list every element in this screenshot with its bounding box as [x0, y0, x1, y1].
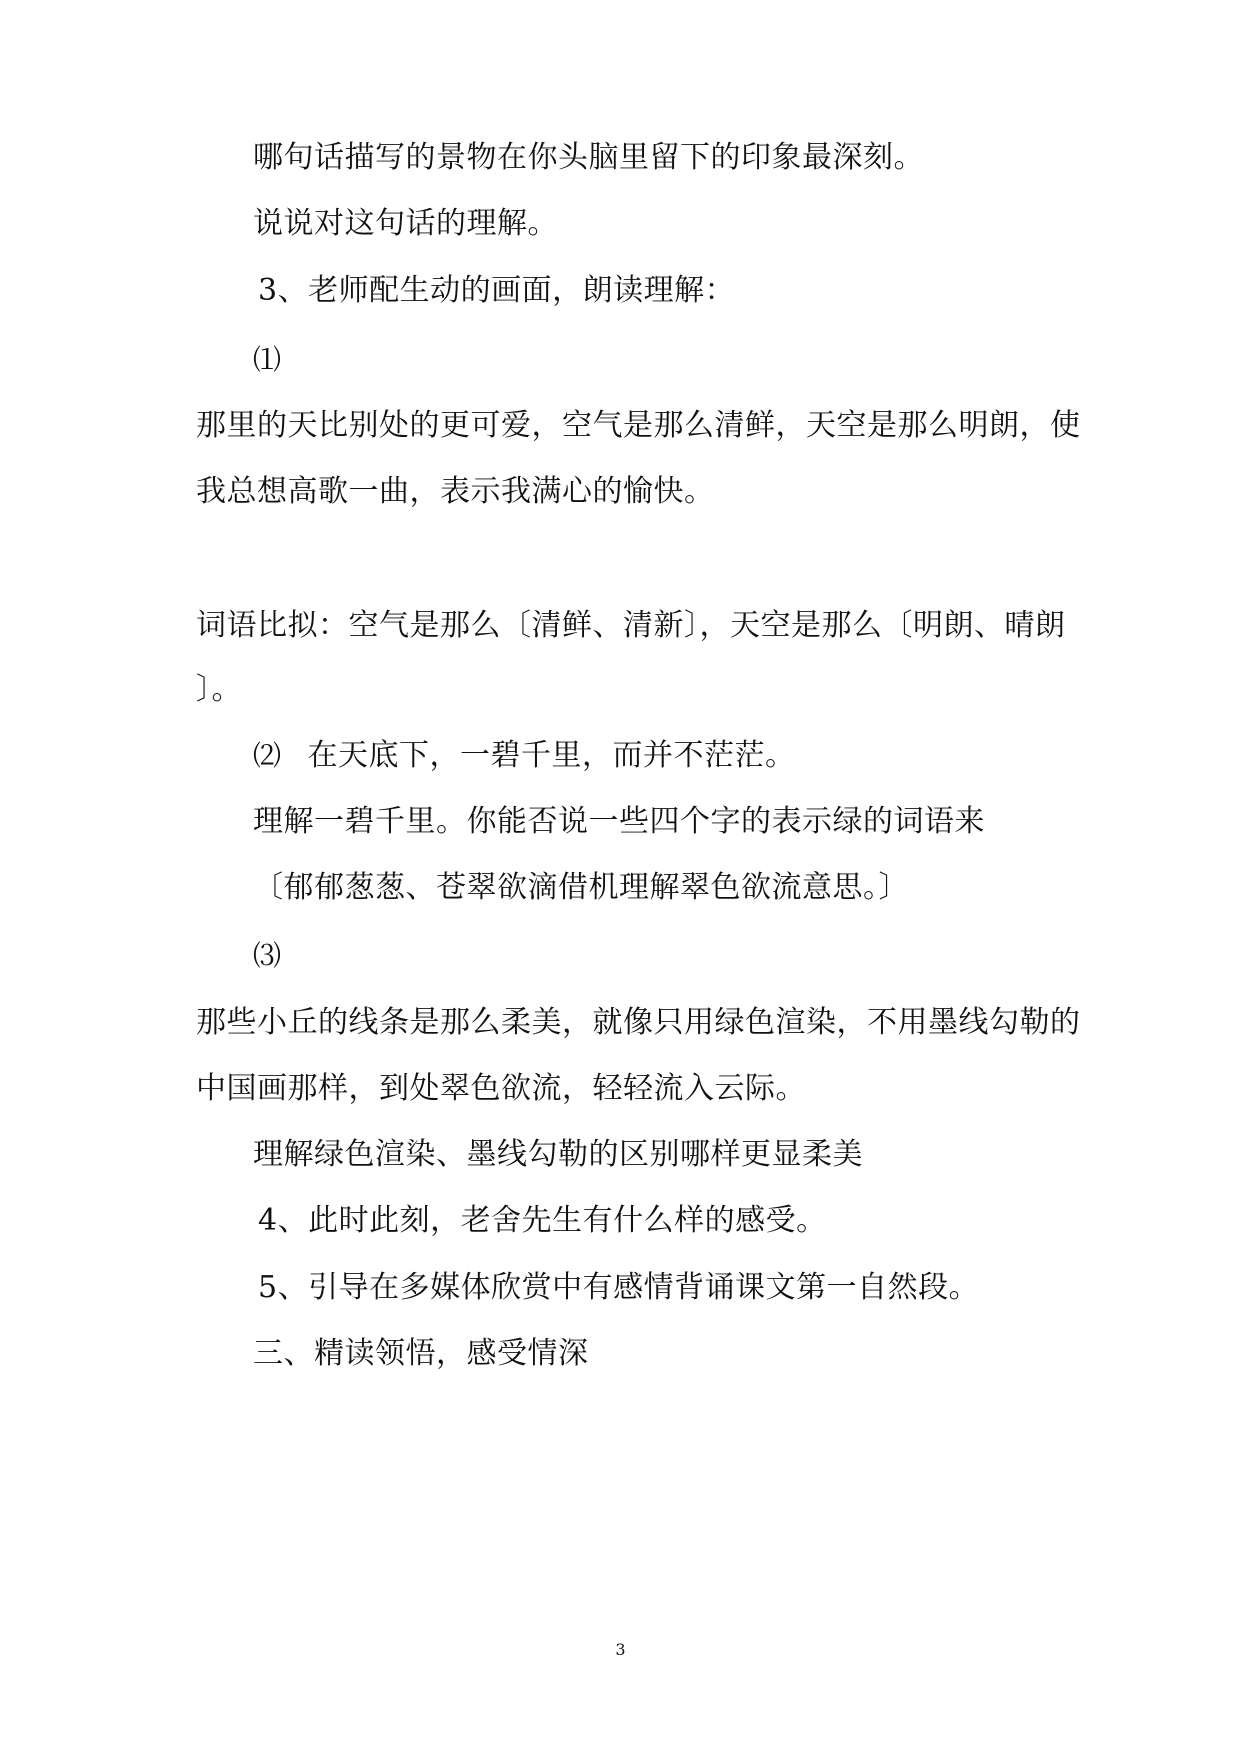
text-line: 理解一碧千里。你能否说一些四个字的表示绿的词语来: [253, 804, 985, 839]
text-line: 〕。: [196, 672, 242, 707]
text-line: 哪句话描写的景物在你头脑里留下的印象最深刻。: [253, 140, 924, 175]
text-line: 理解绿色渲染、墨线勾勒的区别哪样更显柔美: [253, 1137, 863, 1172]
quoted-passage-line: 我总想高歌一曲，表示我满心的愉快。: [196, 474, 715, 509]
item-marker: ⑵: [253, 739, 282, 772]
quoted-passage-line: 中国画那样，到处翠色欲流，轻轻流入云际。: [196, 1071, 806, 1106]
section-heading: 三、精读领悟，感受情深: [253, 1336, 589, 1371]
quoted-passage-line: 那些小丘的线条是那么柔美，就像只用绿色渲染，不用墨线勾勒的: [196, 1005, 1081, 1040]
numbered-item: [253, 736, 796, 776]
numbered-step: 3、老师配生动的画面，朗读理解：: [258, 273, 736, 308]
page-number: 3: [615, 1640, 626, 1659]
text-line: 〔郁郁葱葱、苍翠欲滴借机理解翠色欲流意思。〕: [253, 870, 909, 905]
quoted-passage-line: 那里的天比别处的更可爱，空气是那么清鲜，天空是那么明朗，使: [196, 408, 1081, 443]
text-line: 说说对这句话的理解。: [253, 206, 558, 241]
item-marker: ⑶: [253, 939, 282, 972]
numbered-step: 4、此时此刻，老舍先生有什么样的感受。: [258, 1203, 827, 1238]
item-marker: ⑴: [253, 343, 282, 376]
text-line: 词语比拟：空气是那么〔清鲜、清新〕，天空是那么〔明朗、晴朗: [196, 608, 1066, 643]
numbered-step: 5、引导在多媒体欣赏中有感情背诵课文第一自然段。: [258, 1270, 980, 1305]
item-text: 在天底下，一碧千里，而并不茫茫。: [307, 738, 796, 773]
